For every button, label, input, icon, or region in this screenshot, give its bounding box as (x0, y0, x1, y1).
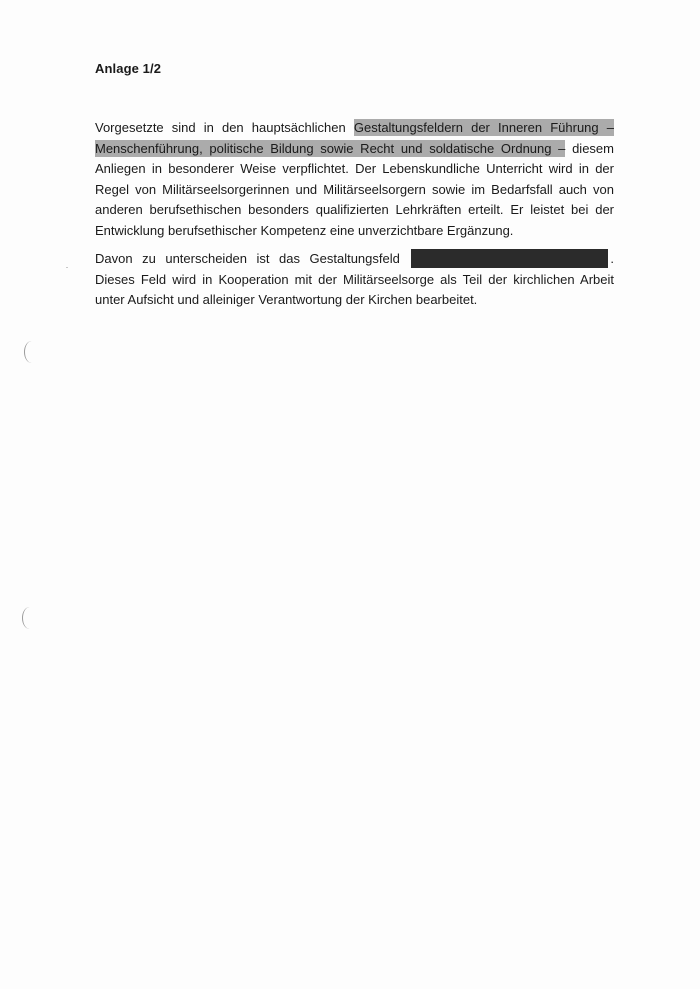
redaction-block (411, 249, 608, 268)
document-body (95, 118, 614, 319)
scan-speck (66, 267, 68, 268)
punch-hole-mark-top (24, 341, 39, 363)
paragraph-1-intro: Vorgesetzte sind in den hauptsächlichen (95, 120, 354, 135)
paragraph-2 (95, 249, 614, 311)
paragraph-1 (95, 118, 614, 241)
attachment-heading: Anlage 1/2 (95, 61, 162, 76)
highlighted-text: Gestaltungsfeldern der Inneren Führung – Menschenführung, politische Bildung sowie Recht und soldatische Ordnung – (95, 120, 614, 156)
paragraph-2-intro: Davon zu unterscheiden ist das Gestaltungsfeld (95, 251, 410, 266)
punch-hole-mark-bottom (22, 607, 37, 629)
paragraph-2-rest: . Dieses Feld wird in Kooperation mit der Militärseelsorge als Teil der kirchlichen Arbeit unter Aufsicht und alleiniger Verantwortung der Kirchen bearbeitet. (95, 251, 614, 307)
paragraph-1-rest: diesem Anliegen in besonderer Weise verpflichtet. Der Lebenskundliche Unterricht wird in der Regel von Militärseelsorgerinnen und Militärseelsorgern sowie im Bedarfsfall auch von anderen berufsethischen besonders qualifizierten Lehrkräften erteilt. Er leistet bei der Entwicklung berufsethischer Kompetenz eine unverzichtbare Ergänzung. (95, 140, 614, 238)
